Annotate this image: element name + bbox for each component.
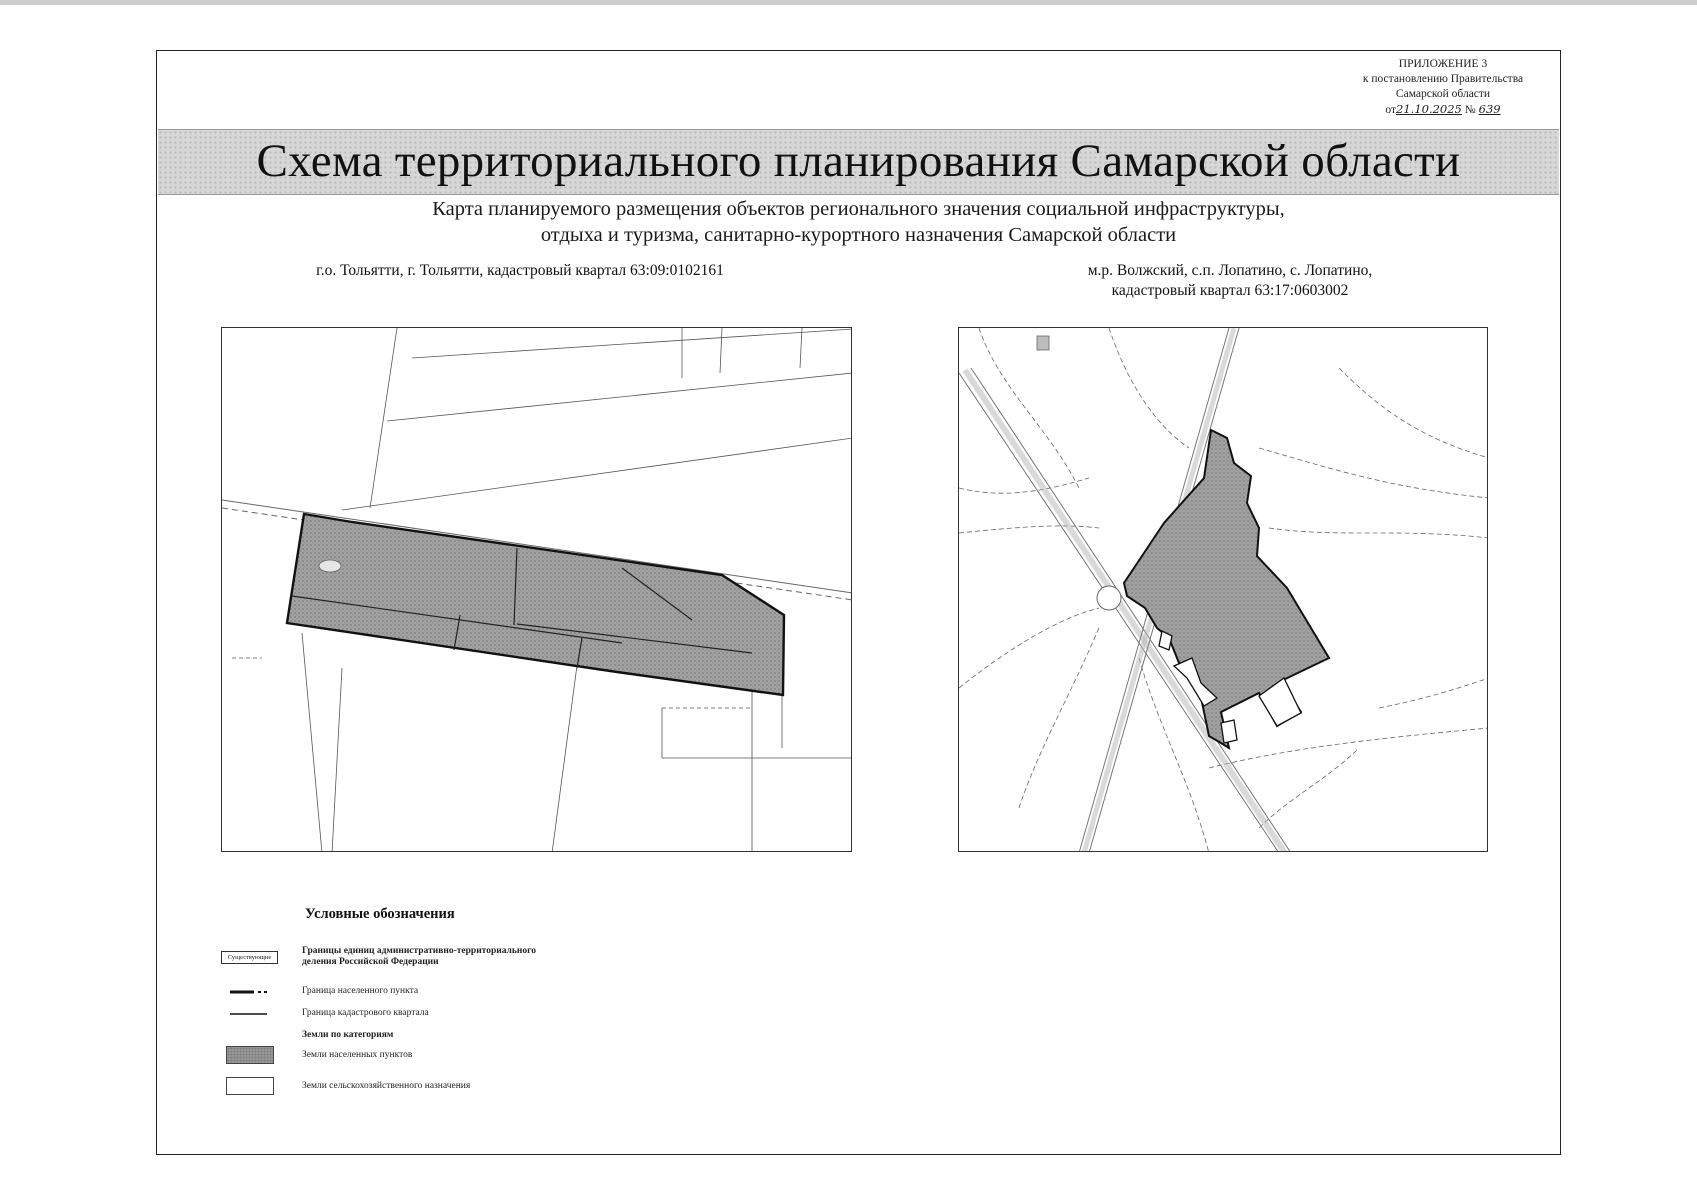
admin-boundary-line-2: деления Российской Федерации [302,957,439,967]
map-tolyatti [221,327,852,852]
agricultural-lands-swatch [226,1077,274,1095]
admin-boundary-line-1: Границы единиц административно-территориального [302,946,536,956]
subtitle-line-1: Карта планируемого размещения объектов регионального значения социальной инфраструктуры, [432,198,1285,220]
appendix-from-label: от [1385,104,1397,116]
interchange [1097,586,1121,610]
agricultural-lands-label: Земли сельскохозяйственного назначения [302,1081,471,1091]
top-rule [0,0,1697,5]
legend-admin-boundary [220,944,820,970]
map-lopatino-canvas [959,328,1488,852]
agricultural-lands-symbol [220,1075,282,1099]
admin-boundary-symbol-text: Существующие [221,951,278,964]
settlement-boundary-symbol [220,978,282,1002]
appendix-region: Самарской области [1395,88,1491,100]
right-caption-line-2: кадастровый квартал 63:17:0603002 [1111,282,1349,299]
appendix-stamp [1320,57,1566,118]
map-subtitle [300,196,1417,248]
settlement-lands-swatch [226,1046,274,1064]
settlement-lands-symbol [220,1044,282,1068]
cadastral-boundary-symbol [220,1002,282,1026]
settlement-boundary-label: Граница населенного пункта [302,986,419,996]
appendix-number-label: № [1464,104,1476,116]
land-categories-label: Земли по категориям [302,1030,394,1040]
legend-settlement-boundary [220,978,820,1004]
right-map-caption [1020,261,1440,301]
settlement-area [1124,430,1329,748]
admin-boundary-symbol [220,944,282,968]
settlement-lands-label: Земли населенных пунктов [302,1050,413,1060]
legend-agricultural-lands [220,1075,820,1101]
map-lopatino [958,327,1488,852]
admin-boundary-label [302,946,536,968]
appendix-date: 21.10.2025 [1396,102,1462,116]
legend-title: Условные обозначения [305,906,455,922]
legend-settlement-lands [220,1044,820,1070]
appendix-resolution: к постановлению Правительства [1362,73,1524,85]
map-tolyatti-canvas [222,328,852,852]
page-title: Схема территориального планирования Самарской области [256,135,1461,187]
settlement-area [287,514,784,695]
left-map-caption: г.о. Тольятти, г. Тольятти, кадастровый квартал 63:09:0102161 [316,262,724,279]
map-marker [1037,336,1049,350]
appendix-date-number [1320,102,1566,118]
appendix-heading: ПРИЛОЖЕНИЕ 3 [1398,58,1488,70]
appendix-number: 639 [1478,102,1501,116]
subtitle-line-2: отдыха и туризма, санитарно-курортного назначения Самарской области [540,224,1177,246]
cadastral-boundary-label: Граница кадастрового квартала [302,1008,429,1018]
right-caption-line-1: м.р. Волжский, с.п. Лопатино, с. Лопатино, [1087,262,1373,279]
